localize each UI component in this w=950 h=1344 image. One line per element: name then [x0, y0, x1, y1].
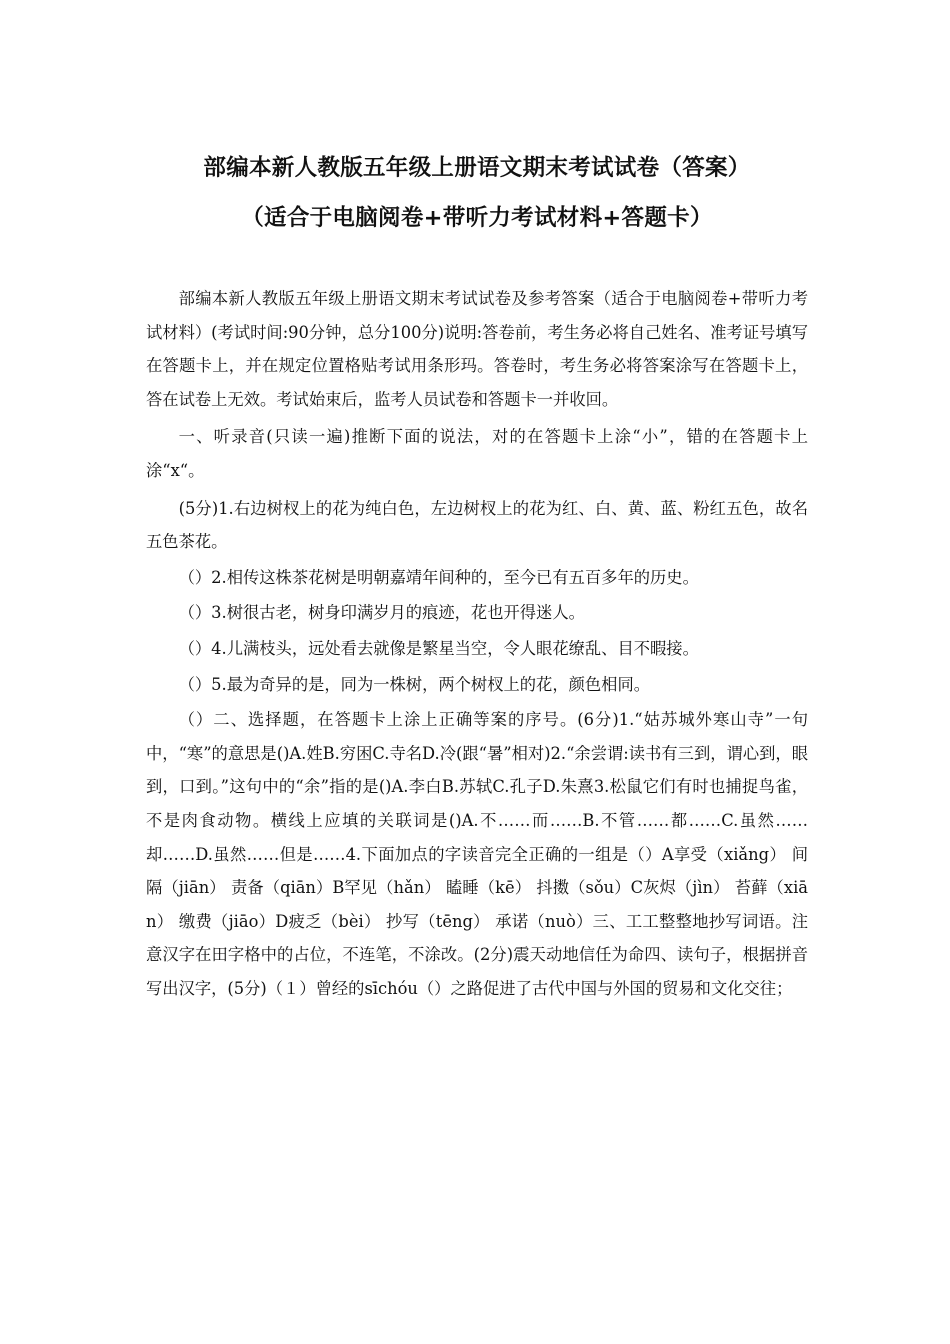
section-questions-paragraph: （）二、选择题，在答题卡上涂上正确等案的序号。(6分)1.“姑苏城外寒山寺”一句中，“寒”的意思是()A.姓B.穷困C.寺名D.冷(跟“暑”相对)2.“余尝谓:读书有三到，谓心到，眼到，口到。”这句中的“余”指的是()A.李白B.苏轼C.孔子D.朱熹3.松鼠它们有时也捕捉鸟雀，不是肉食动物。横线上应填的关联词是()A.不……而……B.不管……都……C.虽然……却……D.虽然……但是……4.下面加点的字读音完全正确的一组是（）A享受（xiǎng） 间隔（jiān） 责备（qiān）B罕见（hǎn） 瞌睡（kē） 抖擞（sǒu）C灰烬（jìn） 苔藓（xiān） 缴费（jiāo）D疲乏（bèi） 抄写（tēng） 承诺（nuò）三、工工整整地抄写词语。注意汉字在田字格中的占位，不连笔，不涂改。(2分)震天动地信任为命四、读句子，根据拼音写出汉字，(5分)（１）曾经的sīchóu（）之路促进了古代中国与外国的贸易和文化交往； — [146, 710, 808, 998]
document-subtitle: （适合于电脑阅卷+带听力考试材料+答题卡） — [241, 205, 713, 231]
listening-item-2: （）2.相传这株茶花树是明朝嘉靖年间种的，至今已有五百多年的历史。 — [178, 567, 699, 587]
document-title: 部编本新人教版五年级上册语文期末考试试卷（答案） — [203, 155, 751, 181]
section-listening-heading: 一、听录音(只读一遍)推断下面的说法，对的在答题卡上涂“小”，错的在答题卡上涂“x“。 — [146, 427, 808, 480]
instructions-paragraph: 部编本新人教版五年级上册语文期末考试试卷及参考答案（适合于电脑阅卷+带听力考试材料）(考试时间:90分钟，总分100分)说明:答卷前，考生务必将自己姓名、准考证号填写在答题卡上，并在规定位置格贴考试用条形玛。答卷时，考生务必将答案涂写在答题卡上，答在试卷上无效。考试始束后，监考人员试卷和答题卡一并收回。 — [146, 289, 808, 409]
listening-item-3: （）3.树很古老，树身印满岁月的痕迹，花也开得迷人。 — [178, 603, 585, 623]
listening-item-4: （）4.儿满枝头，远处看去就像是繁星当空，令人眼花缭乱、目不暇接。 — [178, 638, 699, 658]
document-body — [146, 282, 808, 1009]
listening-item-1: (5分)1.右边树杈上的花为纯白色，左边树杈上的花为红、白、黄、蓝、粉红五色，故名五色茶花。 — [146, 498, 808, 552]
document-page — [146, 0, 808, 1344]
listening-item-5: （）5.最为奇异的是，同为一株树，两个树杈上的花，颜色相同。 — [178, 674, 651, 694]
